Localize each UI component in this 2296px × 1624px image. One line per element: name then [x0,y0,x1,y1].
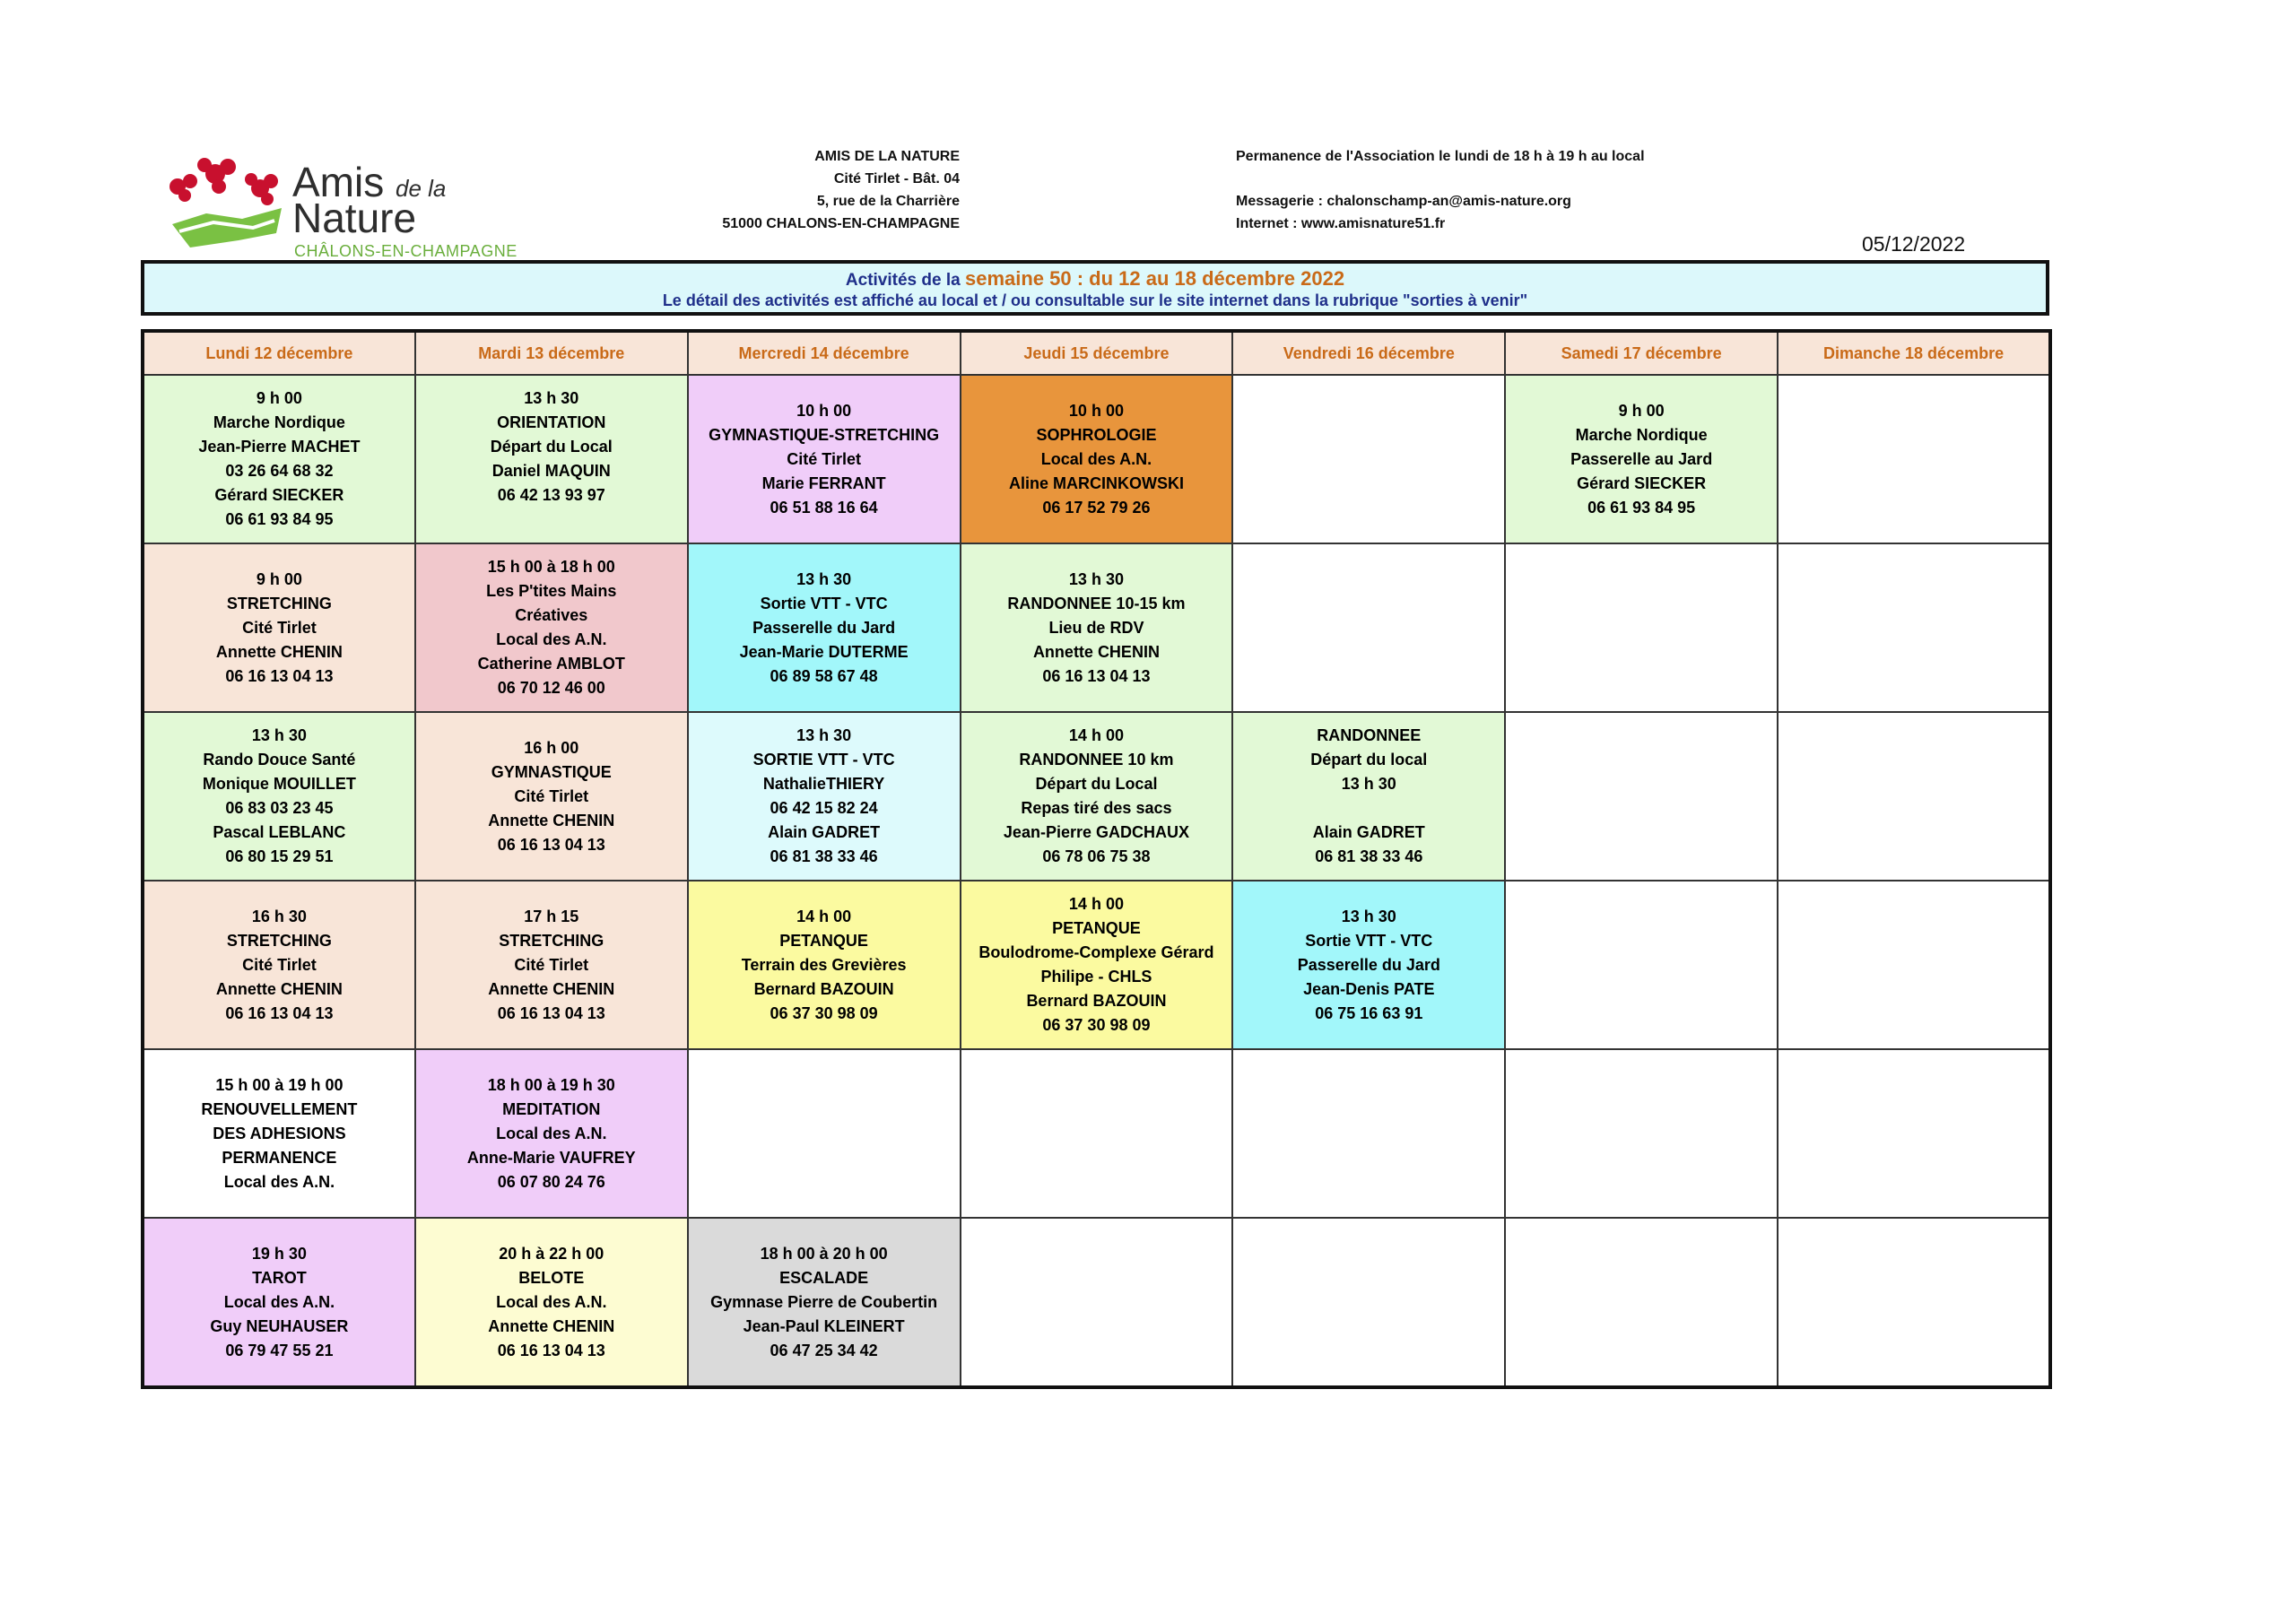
schedule-body [143,375,2050,1387]
activity-line: 16 h 00 [524,738,579,757]
activity-line: Gymnase Pierre de Coubertin [710,1292,938,1311]
activity-line [420,508,683,532]
address-line: 5, rue de la Charrière [816,194,960,209]
activity-line: MEDITATION [502,1099,601,1118]
activity-line: 06 16 13 04 13 [497,1341,605,1359]
logo [160,151,554,258]
day-header: Lundi 12 décembre [143,331,415,375]
address-line: Cité Tirlet - Bât. 04 [833,171,960,187]
activity-cell [1232,881,1505,1049]
activity-line: 13 h 30 [1341,907,1396,925]
banner-week: semaine 50 : du 12 au 18 décembre 2022 [964,267,1345,290]
activity-line: STRETCHING [226,931,332,950]
activity-line: SOPHROLOGIE [1036,425,1157,444]
activity-line: 13 h 30 [796,726,852,744]
activity-line: RANDONNEE 10-15 km [1007,594,1186,612]
activity-line: Sortie VTT - VTC [760,594,888,612]
activity-line: Annette CHENIN [215,979,343,998]
activity-line: BELOTE [518,1268,585,1287]
activity-line: Alain GADRET [1312,823,1425,841]
weekly-schedule-table [141,329,2052,1389]
activity-line: 9 h 00 [1618,401,1665,420]
activity-line: 06 16 13 04 13 [497,1003,605,1022]
activity-line: Départ du Local [1035,775,1158,793]
activity-line: Guy NEUHAUSER [210,1316,349,1335]
activity-line: 18 h 00 à 20 h 00 [760,1244,888,1263]
contact-info [1236,145,1864,235]
activity-cell [143,1049,415,1218]
activity-cell [961,543,1233,712]
activity-line: 20 h à 22 h 00 [499,1244,604,1263]
activity-line: 14 h 00 [1068,895,1124,913]
activity-line: RANDONNEE 10 km [1019,751,1174,769]
activity-line: 10 h 00 [1068,401,1124,420]
empty-cell [1505,1218,1778,1387]
activity-line: Pascal LEBLANC [213,823,346,841]
activity-line: PETANQUE [779,931,868,950]
activity-cell [143,712,415,881]
activity-line: 13 h 30 [524,389,579,407]
empty-cell [1505,1049,1778,1218]
address-line: 51000 CHALONS-EN-CHAMPAGNE [722,216,960,231]
activity-line: 06 16 13 04 13 [1042,666,1151,685]
activity-line: 16 h 30 [251,907,307,925]
activity-cell [961,375,1233,543]
activity-line: 10 h 00 [796,401,852,420]
empty-cell [1778,375,2050,543]
activity-line: Annette CHENIN [488,979,615,998]
banner-prefix: Activités de la [845,271,965,290]
activity-line: 13 h 30 [1068,569,1124,588]
activity-line: 06 70 12 46 00 [497,679,605,697]
permanence-text: Permanence de l'Association le lundi de 18 h à 19 h au local [1236,149,1645,164]
day-header: Mercredi 14 décembre [688,331,961,375]
activity-line: Les P'tites Mains [486,582,617,600]
activity-cell [143,543,415,712]
activity-line: Jean-Paul KLEINERT [743,1316,905,1335]
activity-line: Marie FERRANT [761,473,886,492]
activity-line: Créatives [515,606,588,624]
activity-line: 03 26 64 68 32 [225,462,334,480]
activity-cell [688,375,961,543]
activity-line: 06 17 52 79 26 [1042,498,1151,517]
activity-line: 06 79 47 55 21 [225,1341,334,1359]
activity-line: Jean-Pierre MACHET [198,438,361,456]
activity-line: 13 h 30 [251,726,307,744]
empty-cell [1778,1049,2050,1218]
activity-line: 13 h 30 [796,569,852,588]
activity-line: 06 42 13 93 97 [497,486,605,504]
activity-line: Passerelle du Jard [752,618,896,637]
logo-city-text: CHÂLONS-EN-CHAMPAGNE [294,242,517,260]
activity-line: Jean-Marie DUTERME [739,642,909,661]
activity-line: Cité Tirlet [787,449,861,468]
activity-line: Jean-Denis PATE [1303,979,1435,998]
logo-text-nature: Nature [292,195,417,241]
activity-cell [415,1049,688,1218]
empty-cell [1232,375,1505,543]
banner-detail: Le détail des activités est affiché au local et / ou consultable sur le site internet dans la rubrique "sorties à venir" [662,291,1528,309]
activity-line: NathalieTHIERY [762,775,885,793]
activity-line: 06 83 03 23 45 [225,799,334,817]
day-header: Mardi 13 décembre [415,331,688,375]
activity-line: Cité Tirlet [514,955,589,974]
activity-line: Marche Nordique [1575,425,1708,444]
activity-line: 06 61 93 84 95 [1587,498,1696,517]
activity-line: Repas tiré des sacs [1021,799,1172,817]
activity-line: 06 16 13 04 13 [225,666,334,685]
activity-line: 06 16 13 04 13 [225,1003,334,1022]
activity-line: 06 51 88 16 64 [770,498,878,517]
banner-title [144,267,2046,291]
activity-line [1237,796,1500,821]
activity-line: Cité Tirlet [242,618,317,637]
activity-line: ESCALADE [779,1268,869,1287]
empty-cell [961,1218,1233,1387]
activity-line: PERMANENCE [222,1148,337,1167]
activity-cell [961,881,1233,1049]
activity-line: 14 h 00 [1068,726,1124,744]
activity-line: STRETCHING [226,594,332,612]
activity-line: STRETCHING [499,931,604,950]
schedule-row [143,1218,2050,1387]
activity-line: Terrain des Grevières [741,955,907,974]
activity-line: Passerelle au Jard [1570,449,1713,468]
activity-line: TAROT [252,1268,307,1287]
activity-line: PETANQUE [1052,919,1141,937]
activity-line: 15 h 00 à 19 h 00 [215,1075,344,1094]
empty-cell [1778,881,2050,1049]
empty-cell [961,1049,1233,1218]
activity-line: 06 37 30 98 09 [1042,1016,1151,1034]
activity-cell [415,543,688,712]
empty-cell [1232,1049,1505,1218]
activity-cell [143,375,415,543]
activity-line: 13 h 30 [1341,775,1396,793]
document-date: 05/12/2022 [1862,232,1966,256]
activity-cell [1505,375,1778,543]
activity-line: 15 h 00 à 18 h 00 [487,558,615,576]
schedule-row [143,375,2050,543]
empty-cell [1505,881,1778,1049]
activity-line: 06 07 80 24 76 [497,1172,605,1191]
activity-line: Boulodrome-Complexe Gérard [978,943,1214,961]
activity-line: Local des A.N. [1040,449,1152,468]
activity-line: Bernard BAZOUIN [1026,992,1167,1010]
activity-line: ORIENTATION [497,413,606,431]
week-banner [141,260,2049,316]
association-address [682,145,960,235]
empty-cell [688,1049,961,1218]
activity-line: Cité Tirlet [514,786,589,805]
logo-text-amis: Amis de la [292,159,447,205]
activity-line: Annette CHENIN [1032,642,1160,661]
activity-cell [688,1218,961,1387]
empty-cell [1778,1218,2050,1387]
activity-line: 18 h 00 à 19 h 30 [487,1075,615,1094]
activity-line: Annette CHENIN [488,811,615,829]
activity-cell [1232,712,1505,881]
activity-line: Cité Tirlet [242,955,317,974]
activity-line: 06 80 15 29 51 [225,847,334,865]
activity-line: Catherine AMBLOT [477,655,625,673]
activity-line: 06 81 38 33 46 [1315,847,1423,865]
activity-line: 06 42 15 82 24 [770,799,878,817]
empty-cell [1778,712,2050,881]
activity-line: Annette CHENIN [215,642,343,661]
activity-line: 06 16 13 04 13 [497,835,605,854]
activity-line: RENOUVELLEMENT [201,1099,358,1118]
email-text: Messagerie : chalonschamp-an@amis-nature.org [1236,194,1571,209]
activity-line: Monique MOUILLET [202,775,356,793]
day-header-row [143,331,2050,375]
activity-line: Marche Nordique [213,413,345,431]
empty-cell [1778,543,2050,712]
day-header: Dimanche 18 décembre [1778,331,2050,375]
activity-cell [143,881,415,1049]
empty-cell [1505,543,1778,712]
activity-line: Alain GADRET [768,823,881,841]
activity-line: Annette CHENIN [488,1316,615,1335]
activity-line: Daniel MAQUIN [491,462,611,480]
activity-cell [415,881,688,1049]
activity-cell [415,712,688,881]
activity-line: Départ du local [1310,751,1428,769]
activity-line: 14 h 00 [796,907,852,925]
activity-line: 17 h 15 [524,907,579,925]
empty-cell [1232,543,1505,712]
activity-line: 06 37 30 98 09 [770,1003,878,1022]
activity-cell [143,1218,415,1387]
activity-cell [688,712,961,881]
day-header: Jeudi 15 décembre [961,331,1233,375]
activity-line: 06 61 93 84 95 [225,510,334,528]
activity-line: Bernard BAZOUIN [753,979,894,998]
activity-line: 9 h 00 [256,389,302,407]
activity-line: Local des A.N. [223,1292,335,1311]
activity-cell [415,375,688,543]
activity-line: Jean-Pierre GADCHAUX [1003,823,1189,841]
activity-line: Départ du Local [490,438,613,456]
activity-line: Local des A.N. [496,630,607,648]
activity-line: 06 78 06 75 38 [1042,847,1151,865]
schedule-row [143,712,2050,881]
schedule-row [143,881,2050,1049]
activity-line: Local des A.N. [223,1172,335,1191]
activity-line: 9 h 00 [256,569,302,588]
activity-line: Sortie VTT - VTC [1305,931,1433,950]
activity-line: Gérard SIECKER [214,486,344,504]
website-text: Internet : www.amisnature51.fr [1236,216,1446,231]
activity-line: 06 47 25 34 42 [770,1341,878,1359]
activity-line: Anne-Marie VAUFREY [466,1148,636,1167]
activity-line: 06 75 16 63 91 [1315,1003,1423,1022]
activity-cell [415,1218,688,1387]
empty-cell [1232,1218,1505,1387]
activity-line: SORTIE VTT - VTC [752,751,895,769]
activity-line: Aline MARCINKOWSKI [1008,473,1184,492]
activity-line: DES ADHESIONS [213,1124,346,1142]
schedule-row [143,543,2050,712]
activity-line: GYMNASTIQUE [491,762,612,781]
activity-line: Local des A.N. [496,1124,607,1142]
day-header: Samedi 17 décembre [1505,331,1778,375]
activity-line: GYMNASTIQUE-STRETCHING [709,425,940,444]
activity-cell [961,712,1233,881]
schedule-row [143,1049,2050,1218]
address-line: AMIS DE LA NATURE [814,149,960,164]
empty-cell [1505,712,1778,881]
flower-hand-logo-icon [160,151,294,258]
activity-line: Local des A.N. [496,1292,607,1311]
activity-line: 06 81 38 33 46 [770,847,878,865]
day-header: Vendredi 16 décembre [1232,331,1505,375]
activity-line: 06 89 58 67 48 [770,666,878,685]
activity-line: Rando Douce Santé [203,751,356,769]
activity-line: Passerelle du Jard [1297,955,1440,974]
activity-line: Gérard SIECKER [1577,473,1707,492]
activity-line: 19 h 30 [251,1244,307,1263]
activity-cell [688,543,961,712]
activity-line: Philipe - CHLS [1040,968,1152,986]
activity-line: Lieu de RDV [1048,618,1144,637]
activity-line: RANDONNEE [1317,726,1422,744]
activity-cell [688,881,961,1049]
